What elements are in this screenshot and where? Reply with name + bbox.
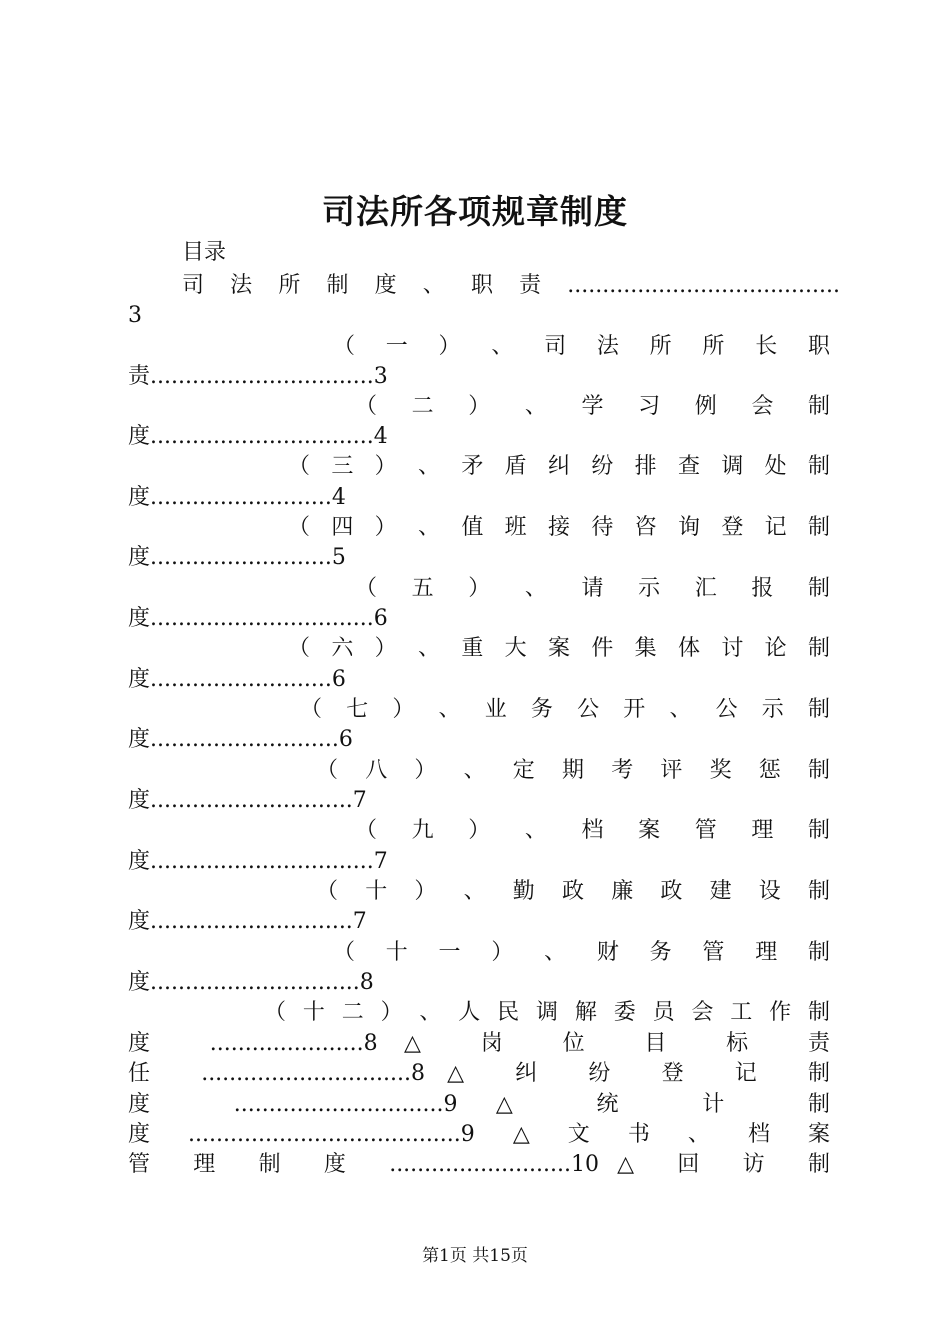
toc-entry-page: 度................................7	[128, 849, 388, 874]
toc-entry-line: （ 九 ） 、 档 案 管 理 制	[355, 818, 830, 843]
toc-entry-page: 责................................3	[128, 364, 388, 389]
toc-entry-page: 度.............................7	[128, 788, 367, 813]
toc-entry-page: 度..............................8	[128, 970, 374, 995]
toc-heading: 目录	[182, 240, 227, 265]
toc-entry-line: （ 七 ） 、 业 务 公 开 、 公 示 制	[300, 697, 830, 722]
toc-entry-line: （ 二 ） 、 学 习 例 会 制	[355, 394, 830, 419]
toc-entry-page: 度................................6	[128, 606, 388, 631]
toc-entry-page: 度..........................6	[128, 667, 346, 692]
toc-entry-line: 度 ..............................9△ 统 计 制	[128, 1092, 830, 1117]
toc-entry-page: 度...........................6	[128, 727, 353, 752]
toc-entry-line: （ 十 一 ） 、 财 务 管 理 制	[333, 940, 830, 965]
toc-entry-line: 任 ..............................8△ 纠 纷 登 记 制	[128, 1061, 830, 1086]
toc-entry-line: （ 四 ） 、 值 班 接 待 咨 询 登 记 制	[288, 515, 830, 540]
toc-entry-line: （ 十 ） 、 勤 政 廉 政 建 设 制	[316, 879, 830, 904]
toc-entry-line: 管 理 制 度 ..........................10△ 回 访 制	[128, 1152, 830, 1177]
toc-entry-page: 3	[128, 303, 142, 328]
toc-entry-line: （ 十 二 ） 、 人 民 调 解 委 员 会 工 作 制	[264, 1000, 830, 1025]
toc-entry-line: （ 五 ） 、 请 示 汇 报 制	[355, 576, 830, 601]
toc-entry-line: 度 ......................8△ 岗 位 目 标 责	[128, 1031, 830, 1056]
toc-entry-page: 度..........................4	[128, 485, 346, 510]
toc-entry-line: 度.......................................9△文书、档案	[128, 1122, 830, 1147]
toc-entry-line: （ 六 ） 、 重 大 案 件 集 体 讨 论 制	[288, 636, 830, 661]
toc-entry-line: 司法所制度、职责.......................................	[182, 273, 840, 298]
document-title: 司法所各项规章制度	[322, 192, 628, 231]
toc-entry-line: （ 三 ） 、 矛 盾 纠 纷 排 查 调 处 制	[288, 454, 830, 479]
toc-entry-page: 度.............................7	[128, 909, 367, 934]
page-footer: 第1页 共15页	[422, 1246, 528, 1266]
toc-entry-page: 度..........................5	[128, 545, 346, 570]
toc-entry-line: （ 八 ） 、 定 期 考 评 奖 惩 制	[316, 758, 830, 783]
toc-entry-line: （ 一 ） 、 司 法 所 所 长 职	[333, 334, 830, 359]
toc-entry-page: 度................................4	[128, 424, 388, 449]
